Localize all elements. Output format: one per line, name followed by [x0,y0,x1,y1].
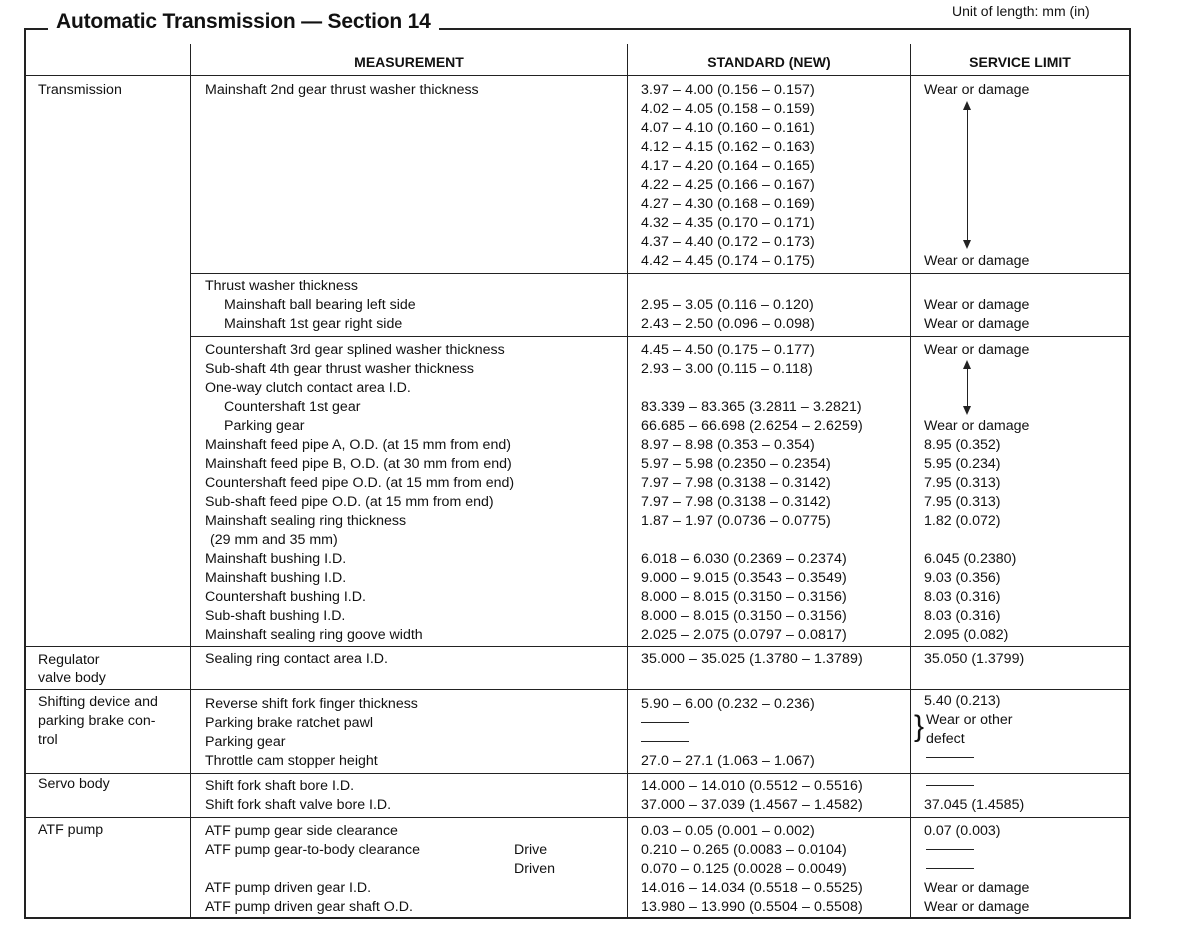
measurement-cell: Thrust washer thickness [205,278,358,294]
limit-cell: Wear or damage [924,418,1030,434]
arrow-down-icon [963,406,971,415]
measurement-cell: Mainshaft feed pipe B, O.D. (at 30 mm from end) [205,456,512,472]
measurement-cell: Mainshaft bushing I.D. [205,570,347,586]
limit-cell: Wear or other [926,712,1013,728]
unit-note: Unit of length: mm (in) [952,3,1090,19]
measurement-cell: Parking gear [224,418,305,434]
standard-cell: 66.685 – 66.698 (2.6254 – 2.6259) [641,418,863,434]
standard-cell: 83.339 – 83.365 (3.2811 – 3.2821) [641,399,862,415]
measurement-cell: ATF pump gear side clearance [205,823,398,839]
dash-placeholder [641,722,689,723]
limit-cell: 0.07 (0.003) [924,823,1001,839]
limit-cell: 9.03 (0.356) [924,570,1001,586]
standard-cell: 3.97 – 4.00 (0.156 – 0.157) [641,82,815,98]
standard-cell: 2.95 – 3.05 (0.116 – 0.120) [641,297,814,313]
measurement-cell: ATF pump driven gear shaft O.D. [205,899,413,915]
limit-cell: 8.03 (0.316) [924,589,1001,605]
limit-cell: 8.03 (0.316) [924,608,1001,624]
section-transmission: Transmission [38,82,122,98]
col-divider-2 [627,44,628,919]
limit-cell: Wear or damage [924,880,1030,896]
standard-cell: 1.87 – 1.97 (0.0736 – 0.0775) [641,513,831,529]
measurement-cell: Mainshaft bushing I.D. [205,551,347,567]
limit-cell: 1.82 (0.072) [924,513,1001,529]
standard-cell: 7.97 – 7.98 (0.3138 – 0.3142) [641,494,831,510]
measurement-cell: Sealing ring contact area I.D. [205,651,388,667]
standard-cell: 13.980 – 13.990 (0.5504 – 0.5508) [641,899,863,915]
sub-label-driven: Driven [514,861,555,877]
dash-placeholder [926,757,974,758]
standard-cell: 6.018 – 6.030 (0.2369 – 0.2374) [641,551,847,567]
limit-cell: Wear or damage [924,899,1030,915]
limit-cell: 2.095 (0.082) [924,627,1009,643]
measurement-cell: Shift fork shaft bore I.D. [205,778,355,794]
header-standard: STANDARD (NEW) [707,54,831,70]
measurement-cell: Countershaft 1st gear [224,399,361,415]
dash-placeholder [926,868,974,869]
standard-cell: 4.02 – 4.05 (0.158 – 0.159) [641,101,815,117]
section-rule [26,817,1129,818]
limit-cell: Wear or damage [924,316,1030,332]
standard-cell: 2.93 – 3.00 (0.115 – 0.118) [641,361,813,377]
arrow-shaft [967,367,968,409]
standard-cell: 8.000 – 8.015 (0.3150 – 0.3156) [641,608,847,624]
standard-cell: 4.12 – 4.15 (0.162 – 0.163) [641,139,815,155]
standard-cell: 4.17 – 4.20 (0.164 – 0.165) [641,158,815,174]
limit-cell: defect [926,731,965,747]
dash-placeholder [641,741,689,742]
measurement-cell: Mainshaft sealing ring thickness [205,513,407,529]
standard-cell: 14.000 – 14.010 (0.5512 – 0.5516) [641,778,863,794]
limit-cell: Wear or damage [924,82,1030,98]
standard-cell: 0.070 – 0.125 (0.0028 – 0.0049) [641,861,847,877]
measurement-cell: Mainshaft 1st gear right side [224,316,403,332]
measurement-cell: Throttle cam stopper height [205,753,378,769]
standard-cell: 7.97 – 7.98 (0.3138 – 0.3142) [641,475,831,491]
limit-cell: 35.050 (1.3799) [924,651,1025,667]
row-rule [191,273,1129,274]
limit-cell: Wear or damage [924,253,1030,269]
standard-cell: 2.43 – 2.50 (0.096 – 0.098) [641,316,815,332]
header-rule [26,75,1129,76]
standard-cell: 5.97 – 5.98 (0.2350 – 0.2354) [641,456,831,472]
dash-placeholder [926,785,974,786]
standard-cell: 8.000 – 8.015 (0.3150 – 0.3156) [641,589,847,605]
section-regulator-line2: valve body [38,670,106,686]
standard-cell: 4.42 – 4.45 (0.174 – 0.175) [641,253,815,269]
measurement-cell: ATF pump driven gear I.D. [205,880,372,896]
limit-cell: 37.045 (1.4585) [924,797,1025,813]
measurement-cell: Countershaft bushing I.D. [205,589,366,605]
measurement-cell: Mainshaft sealing ring goove width [205,627,423,643]
col-divider-1 [190,44,191,919]
measurement-cell: Mainshaft 2nd gear thrust washer thickness [205,82,479,98]
section-atf: ATF pump [38,822,104,838]
arrow-down-icon [963,240,971,249]
limit-cell: 7.95 (0.313) [924,475,1001,491]
measurement-cell: Countershaft 3rd gear splined washer thickness [205,342,505,358]
standard-cell: 27.0 – 27.1 (1.063 – 1.067) [641,753,815,769]
limit-cell: 5.40 (0.213) [924,693,1001,709]
standard-cell: 5.90 – 6.00 (0.232 – 0.236) [641,696,815,712]
standard-cell: 4.07 – 4.10 (0.160 – 0.161) [641,120,815,136]
limit-cell: 5.95 (0.234) [924,456,1001,472]
standard-cell: 2.025 – 2.075 (0.0797 – 0.0817) [641,627,847,643]
measurement-cell: Sub-shaft bushing I.D. [205,608,346,624]
sub-label-drive: Drive [514,842,548,858]
measurement-cell: Mainshaft ball bearing left side [224,297,416,313]
header-measurement: MEASUREMENT [354,54,464,70]
col-divider-3 [910,44,911,919]
measurement-cell: Parking brake ratchet pawl [205,715,373,731]
limit-cell: Wear or damage [924,297,1030,313]
limit-cell: 8.95 (0.352) [924,437,1001,453]
standard-cell: 0.210 – 0.265 (0.0083 – 0.0104) [641,842,847,858]
standard-cell: 0.03 – 0.05 (0.001 – 0.002) [641,823,815,839]
measurement-cell: Sub-shaft feed pipe O.D. (at 15 mm from end) [205,494,494,510]
brace-icon: } [914,710,925,743]
measurement-cell: ATF pump gear-to-body clearance [205,842,421,858]
standard-cell: 35.000 – 35.025 (1.3780 – 1.3789) [641,651,863,667]
measurement-cell: Mainshaft feed pipe A, O.D. (at 15 mm from end) [205,437,511,453]
section-shifting-line2: parking brake con- [38,713,156,729]
measurement-cell: One-way clutch contact area I.D. [205,380,411,396]
standard-cell: 4.22 – 4.25 (0.166 – 0.167) [641,177,815,193]
standard-cell: 8.97 – 8.98 (0.353 – 0.354) [641,437,815,453]
section-regulator-line1: Regulator [38,652,100,668]
section-rule [26,773,1129,774]
section-shifting-line3: trol [38,732,58,748]
measurement-cell: Shift fork shaft valve bore I.D. [205,797,392,813]
standard-cell: 4.32 – 4.35 (0.170 – 0.171) [641,215,815,231]
section-servo: Servo body [38,776,110,792]
limit-cell: 6.045 (0.2380) [924,551,1017,567]
header-limit: SERVICE LIMIT [969,54,1071,70]
limit-cell: 7.95 (0.313) [924,494,1001,510]
dash-placeholder [926,849,974,850]
measurement-cell: (29 mm and 35 mm) [210,532,338,548]
row-rule [191,336,1129,337]
section-rule [26,646,1129,647]
measurement-cell: Countershaft feed pipe O.D. (at 15 mm from end) [205,475,515,491]
page-title: Automatic Transmission — Section 14 [48,10,439,34]
section-rule [26,689,1129,690]
measurement-cell: Reverse shift fork finger thickness [205,696,418,712]
arrow-shaft [967,108,968,244]
limit-cell: Wear or damage [924,342,1030,358]
standard-cell: 4.37 – 4.40 (0.172 – 0.173) [641,234,815,250]
measurement-cell: Parking gear [205,734,286,750]
section-shifting-line1: Shifting device and [38,694,158,710]
standard-cell: 4.45 – 4.50 (0.175 – 0.177) [641,342,815,358]
standard-cell: 14.016 – 14.034 (0.5518 – 0.5525) [641,880,863,896]
measurement-cell: Sub-shaft 4th gear thrust washer thickness [205,361,474,377]
standard-cell: 9.000 – 9.015 (0.3543 – 0.3549) [641,570,847,586]
standard-cell: 4.27 – 4.30 (0.168 – 0.169) [641,196,815,212]
standard-cell: 37.000 – 37.039 (1.4567 – 1.4582) [641,797,863,813]
